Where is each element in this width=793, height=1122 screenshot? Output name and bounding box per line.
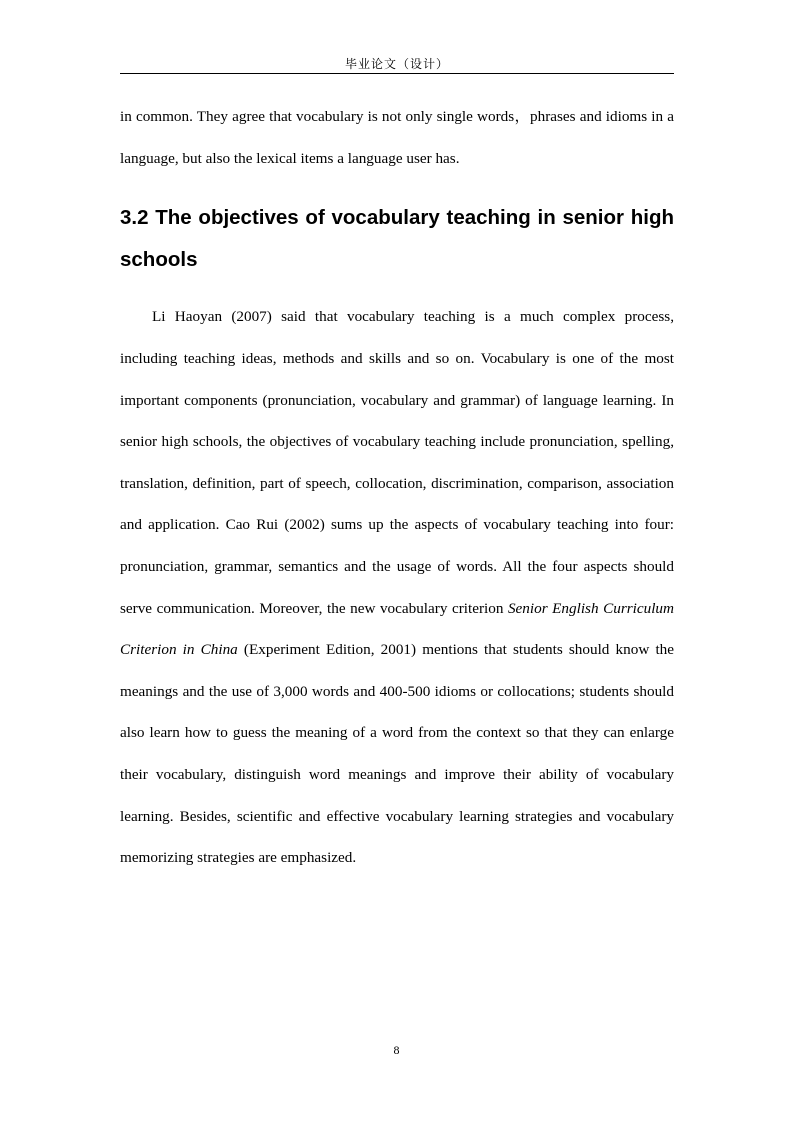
page-number: 8 bbox=[393, 1043, 400, 1057]
header-rule bbox=[120, 73, 674, 74]
page-body bbox=[120, 96, 674, 879]
paragraph-text-part1: Li Haoyan (2007) said that vocabulary teaching is a much complex process, including teaching ideas, methods and skills and so on. Vocabulary is one of the most important components (pronunciation, vocabulary and grammar) of language learning. In senior high schools, the objectives of vocabulary teaching include pronunciation, spelling, translation, definition, part of speech, collocation, discrimination, comparison, association and application. Cao Rui (2002) sums up the aspects of vocabulary teaching into four: pronunciation, grammar, semantics and the usage of words. All the four aspects should serve communication. Moreover, the new vocabulary criterion bbox=[120, 308, 674, 617]
section-heading: 3.2 The objectives of vocabulary teaching in senior high schools bbox=[120, 206, 674, 271]
curriculum-title: Senior English Curriculum Criterion in China bbox=[120, 599, 674, 659]
running-header: 毕业论文（设计） bbox=[344, 57, 449, 71]
continuation-paragraph: in common. They agree that vocabulary is not only single words，phrases and idioms in a language, but also the lexical items a language user has. bbox=[120, 108, 674, 167]
paragraph-text-part2: (Experiment Edition, 2001) mentions that students should know the meanings and the use of 3,000 words and 400-500 idioms or collocations; students should also learn how to guess the meaning of a word from the context so that they can enlarge their vocabulary, distinguish word meanings and improve their ability of vocabulary learning. Besides, scientific and effective vocabulary learning strategies and vocabulary memorizing strategies are emphasized. bbox=[120, 641, 675, 867]
section-paragraph bbox=[120, 296, 674, 878]
